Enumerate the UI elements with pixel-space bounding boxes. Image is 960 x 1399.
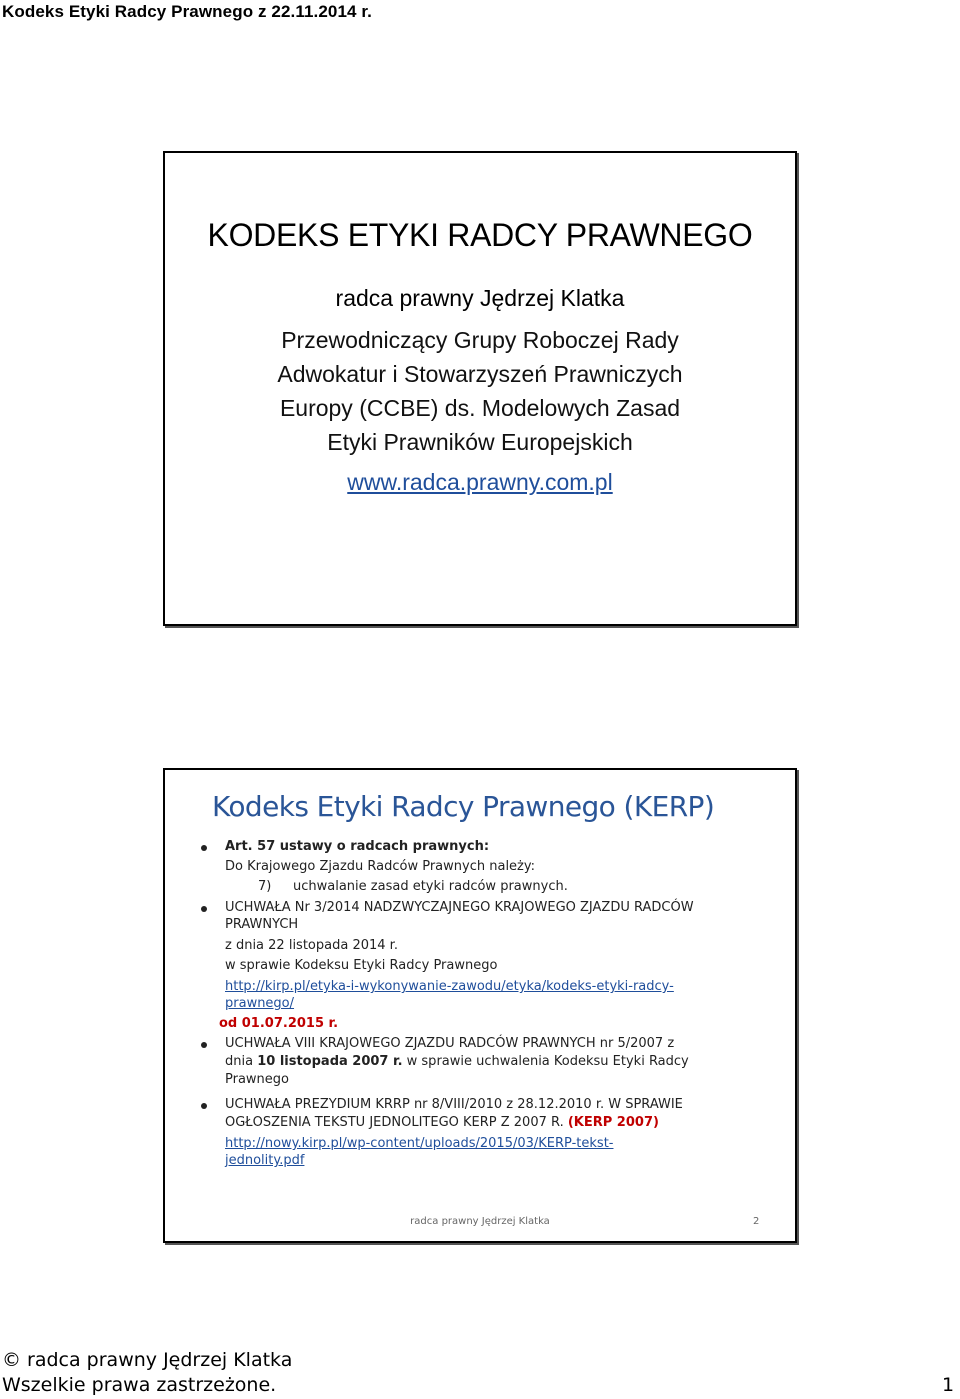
slide-1-author-name: radca prawny Jędrzej Klatka bbox=[335, 285, 625, 311]
resolution-2007-date: 10 listopada 2007 r. bbox=[257, 1054, 403, 1069]
kirp-code-link[interactable]: http://kirp.pl/etyka-i-wykonywanie-zawodu/etyka/kodeks-etyki-radcy- bbox=[225, 979, 674, 994]
presidium-resolution-line: UCHWAŁA PREZYDIUM KRRP nr 8/VIII/2010 z 28.12.2010 r. W SPRAWIE bbox=[225, 1097, 683, 1112]
bullet-point bbox=[201, 1103, 207, 1109]
resolution-2014-line: PRAWNYCH bbox=[225, 917, 299, 932]
document-header-title: Kodeks Etyki Radcy Prawnego z 22.11.2014 r. bbox=[2, 2, 372, 21]
page-number: 1 bbox=[942, 1374, 955, 1396]
art57-heading: Art. 57 ustawy o radcach prawnych: bbox=[225, 839, 490, 854]
bullet-point bbox=[201, 845, 207, 851]
slide-2-title: Kodeks Etyki Radcy Prawnego (KERP) bbox=[212, 790, 715, 823]
slide-1-description-line: Przewodniczący Grupy Roboczej Rady bbox=[281, 327, 679, 353]
resolution-2007-line: UCHWAŁA VIII KRAJOWEGO ZJAZDU RADCÓW PRAWNYCH nr 5/2007 z bbox=[225, 1036, 675, 1051]
slide-1-description-line: Etyki Prawników Europejskich bbox=[327, 429, 633, 455]
art57-line: Do Krajowego Zjazdu Radców Prawnych należy: bbox=[225, 859, 536, 874]
resolution-2014-date: z dnia 22 listopada 2014 r. bbox=[225, 938, 398, 953]
resolution-2007-text: w sprawie uchwalenia Kodeksu Etyki Radcy bbox=[402, 1054, 689, 1069]
copyright-line: © radca prawny Jędrzej Klatka bbox=[2, 1349, 293, 1371]
resolution-2007-text: dnia bbox=[225, 1054, 258, 1069]
kerp-pdf-link-continued[interactable]: jednolity.pdf bbox=[225, 1153, 305, 1168]
resolution-2014-line: UCHWAŁA Nr 3/2014 NADZWYCZAJNEGO KRAJOWEGO ZJAZDU RADCÓW bbox=[225, 900, 694, 915]
resolution-2014-subject: w sprawie Kodeksu Etyki Radcy Prawnego bbox=[225, 958, 498, 973]
slide-1-description-line: Europy (CCBE) ds. Modelowych Zasad bbox=[279, 395, 681, 421]
slide-2 bbox=[163, 768, 797, 1243]
art57-item-text: uchwalanie zasad etyki radców prawnych. bbox=[293, 879, 568, 894]
presidium-resolution-text: OGŁOSZENIA TEKSTU JEDNOLITEGO KERP Z 2007 R. bbox=[225, 1115, 568, 1130]
effective-date: od 01.07.2015 r. bbox=[219, 1016, 339, 1031]
resolution-2007-line: Prawnego bbox=[225, 1072, 289, 1087]
slide-2-page-number: 2 bbox=[753, 1216, 760, 1227]
slide-1 bbox=[163, 151, 797, 626]
kerp-2007-label: (KERP 2007) bbox=[567, 1115, 659, 1130]
art57-item-number: 7) bbox=[258, 879, 272, 894]
bullet-point bbox=[201, 1042, 207, 1048]
slide-2-footer-author: radca prawny Jędrzej Klatka bbox=[410, 1216, 550, 1227]
slide-1-title: KODEKS ETYKI RADCY PRAWNEGO bbox=[207, 217, 753, 253]
rights-reserved-line: Wszelkie prawa zastrzeżone. bbox=[2, 1374, 277, 1396]
slide-1-website-link[interactable]: www.radca.prawny.com.pl bbox=[347, 469, 613, 495]
kerp-pdf-link[interactable]: http://nowy.kirp.pl/wp-content/uploads/2015/03/KERP-tekst- bbox=[225, 1136, 614, 1151]
bullet-point bbox=[201, 906, 207, 912]
slide-1-description-line: Adwokatur i Stowarzyszeń Prawniczych bbox=[277, 361, 683, 387]
kirp-code-link-continued[interactable]: prawnego/ bbox=[225, 996, 295, 1011]
